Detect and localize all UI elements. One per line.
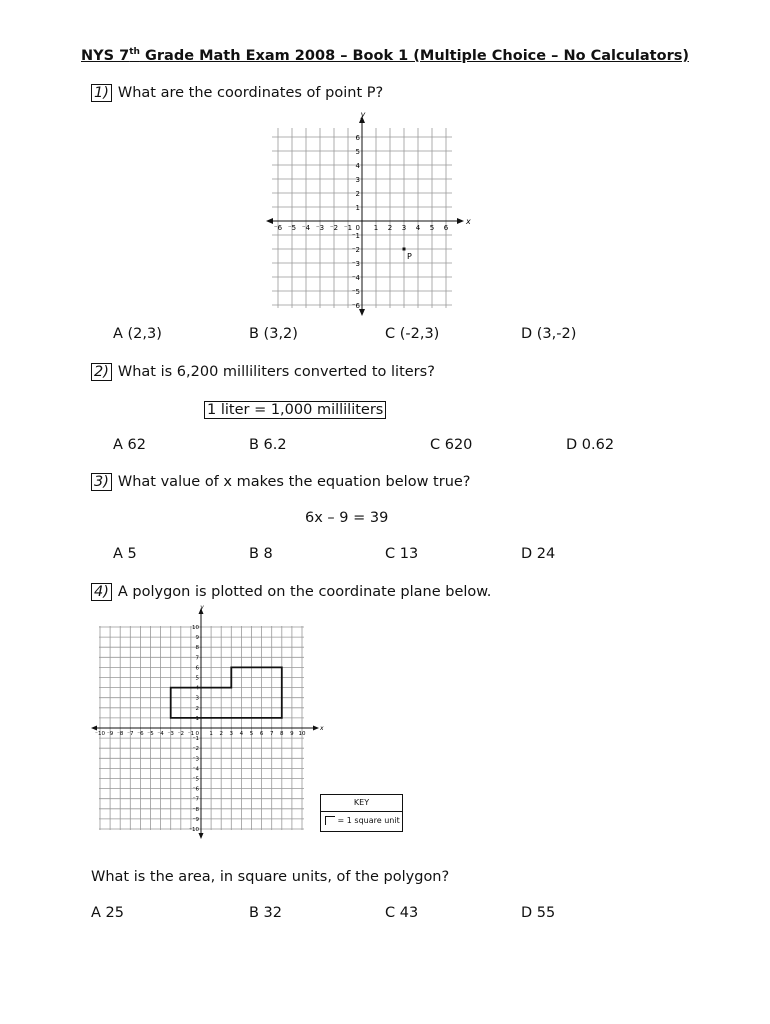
x-tick-label: 9 <box>290 731 294 737</box>
y-tick-label: ⁻3 <box>192 756 199 763</box>
question-3 <box>91 473 471 491</box>
y-tick-label: ⁻5 <box>351 288 360 296</box>
x-tick-label: 1 <box>209 731 213 737</box>
question-number: 4) <box>91 583 112 601</box>
x-tick-label: ⁻4 <box>157 731 164 737</box>
x-axis-arrow <box>313 726 319 731</box>
question-1 <box>91 84 383 102</box>
y-tick-label: ⁻9 <box>192 816 199 823</box>
y-tick-label: ⁻3 <box>351 260 360 268</box>
option-a[interactable]: A 25 <box>91 905 124 921</box>
coordinate-graph-q4 <box>88 604 328 840</box>
x-tick-label: 6 <box>259 731 264 737</box>
x-tick-label: ⁻6 <box>137 731 144 737</box>
coordinate-graph-q1 <box>262 108 482 318</box>
origin-label: 0 <box>195 731 199 737</box>
conversion-note: 1 liter = 1,000 milliliters <box>204 399 386 418</box>
x-tick-label: ⁻10 <box>95 731 105 737</box>
y-tick-label: 4 <box>355 162 360 170</box>
x-tick-label: 5 <box>429 224 435 232</box>
y-tick-label: ⁻10 <box>189 827 199 833</box>
y-tick-label: ⁻1 <box>192 736 199 743</box>
x-tick-label: ⁻5 <box>287 224 297 232</box>
x-tick-label: ⁻4 <box>301 224 311 232</box>
y-tick-label: 1 <box>355 204 360 212</box>
y-tick-label: ⁻4 <box>351 274 360 282</box>
x-tick-label: 4 <box>239 731 244 737</box>
y-tick-label: 5 <box>195 675 199 682</box>
question-text: What value of x makes the equation below true? <box>117 474 471 490</box>
option-b[interactable]: B 32 <box>249 905 283 921</box>
origin-label: 0 <box>355 224 360 232</box>
x-tick-label: ⁻2 <box>177 731 185 737</box>
x-tick-label: ⁻2 <box>329 224 339 232</box>
x-tick-label: 2 <box>219 731 223 737</box>
x-tick-label: 7 <box>269 731 274 737</box>
x-axis-arrow <box>457 218 464 224</box>
question-number: 1) <box>91 84 112 102</box>
question-text: A polygon is plotted on the coordinate plane below. <box>117 584 492 600</box>
y-tick-label: 5 <box>355 148 360 156</box>
y-tick-label: 9 <box>195 635 199 642</box>
y-tick-label: ⁻7 <box>192 796 199 803</box>
y-tick-label: ⁻6 <box>192 786 199 793</box>
option-a[interactable]: A 62 <box>113 437 146 453</box>
y-tick-label: ⁻5 <box>192 776 199 783</box>
question-text: What are the coordinates of point P? <box>117 85 384 101</box>
key-title: KEY <box>321 795 402 812</box>
y-tick-label: 6 <box>195 665 199 672</box>
x-tick-label: 8 <box>280 731 284 737</box>
y-tick-label: ⁻1 <box>351 232 360 240</box>
x-tick-label: 2 <box>387 224 393 232</box>
x-tick-label: ⁻1 <box>343 224 353 232</box>
x-tick-label: ⁻8 <box>116 731 124 737</box>
x-tick-label: 4 <box>415 224 421 232</box>
x-tick-label: 1 <box>373 224 379 232</box>
question-text: What is 6,200 milliliters converted to liters? <box>117 364 435 380</box>
option-d[interactable]: D 0.62 <box>566 437 615 453</box>
y-tick-label: 3 <box>195 695 199 702</box>
option-c[interactable]: C 13 <box>385 546 419 562</box>
y-tick-label: ⁻2 <box>192 746 199 753</box>
x-axis-label: x <box>466 217 471 226</box>
x-tick-label: ⁻7 <box>127 731 134 737</box>
x-tick-label: ⁻9 <box>106 731 114 737</box>
point-p <box>403 248 406 251</box>
x-tick-label: 10 <box>298 731 306 737</box>
question-4-prompt: What is the area, in square units, of the polygon? <box>91 869 450 885</box>
graph-key <box>320 794 403 832</box>
y-tick-label: 8 <box>195 645 199 652</box>
x-axis-label: x <box>320 725 324 732</box>
option-b[interactable]: B 6.2 <box>249 437 287 453</box>
x-axis-arrow <box>91 726 97 731</box>
y-tick-label: ⁻8 <box>192 806 199 813</box>
option-d[interactable]: D 24 <box>521 546 556 562</box>
x-tick-label: ⁻5 <box>147 731 154 737</box>
x-tick-label: 5 <box>249 731 254 737</box>
option-d[interactable]: D (3,-2) <box>521 326 577 342</box>
x-tick-label: 3 <box>401 224 407 232</box>
y-tick-label: 4 <box>195 685 199 692</box>
option-b[interactable]: B (3,2) <box>249 326 298 342</box>
question-number: 3) <box>91 473 112 491</box>
option-c[interactable]: C 620 <box>430 437 473 453</box>
option-b[interactable]: B 8 <box>249 546 273 562</box>
y-tick-label: 1 <box>195 715 199 722</box>
square-unit-icon <box>325 816 335 825</box>
y-tick-label: 2 <box>195 705 199 712</box>
y-axis-arrow <box>199 833 204 839</box>
y-tick-label: ⁻2 <box>351 246 360 254</box>
equation: 6x – 9 = 39 <box>305 510 389 526</box>
point-p-label: P <box>407 252 412 261</box>
key-text: = 1 square unit <box>337 816 400 825</box>
polygon-shape <box>171 667 282 718</box>
y-axis-arrow <box>359 309 365 316</box>
y-tick-label: ⁻6 <box>351 302 360 310</box>
x-axis-arrow <box>266 218 273 224</box>
y-axis-label: y <box>200 604 204 611</box>
x-tick-label: ⁻1 <box>187 731 195 737</box>
x-tick-label: ⁻6 <box>273 224 283 232</box>
y-axis-label: y <box>360 110 366 119</box>
page-title: NYS 7th Grade Math Exam 2008 – Book 1 (Multiple Choice – No Calculators) <box>81 47 689 64</box>
option-a[interactable]: A 5 <box>113 546 137 562</box>
y-tick-label: 7 <box>195 655 199 662</box>
question-2 <box>91 363 435 381</box>
option-c[interactable]: C 43 <box>385 905 419 921</box>
x-tick-label: 6 <box>443 224 449 232</box>
x-tick-label: 3 <box>229 731 234 737</box>
y-tick-label: 3 <box>355 176 360 184</box>
option-a[interactable]: A (2,3) <box>113 326 162 342</box>
option-c[interactable]: C (-2,3) <box>385 326 440 342</box>
y-tick-label: 10 <box>192 625 199 631</box>
y-tick-label: ⁻4 <box>192 766 199 773</box>
x-tick-label: ⁻3 <box>167 731 174 737</box>
y-tick-label: 2 <box>355 190 360 198</box>
question-4 <box>91 583 491 601</box>
x-tick-label: ⁻3 <box>315 224 325 232</box>
y-tick-label: 6 <box>355 134 360 142</box>
question-number: 2) <box>91 363 112 381</box>
option-d[interactable]: D 55 <box>521 905 556 921</box>
